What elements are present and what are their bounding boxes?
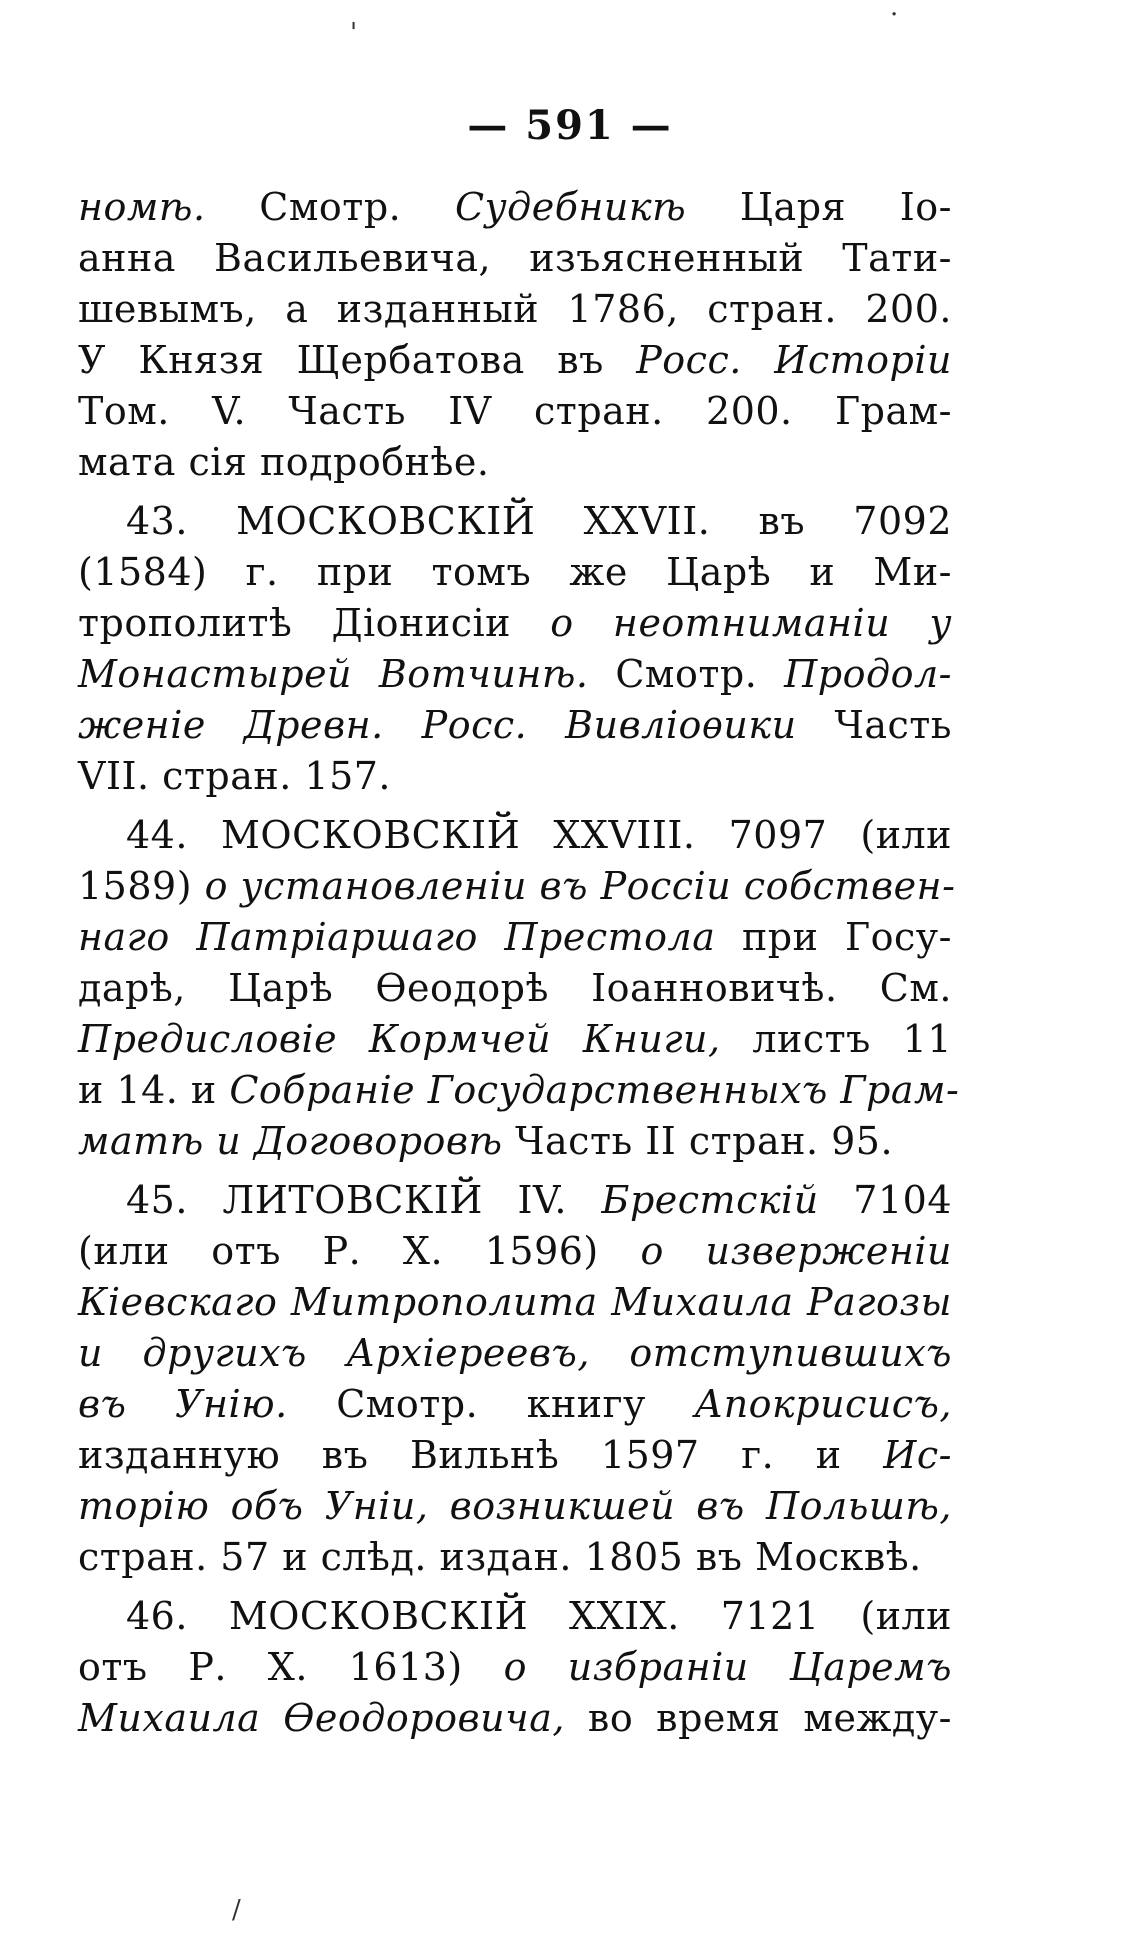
text-run: анна Васильевича, изъясненный Тати- [78,236,952,280]
text-line [78,700,952,751]
italic-text: Ис- [883,1433,952,1477]
text-line [78,1532,952,1583]
italic-text: о неотниманіи у [550,601,952,645]
text-line [78,284,952,335]
italic-text: Предисловіе Кормчей Книги, [78,1017,753,1061]
text-line [78,1591,952,1642]
text-run: во время между- [587,1696,952,1740]
italic-text: Монастырей Вотчинѣ. [78,652,616,696]
page-number: — 591 — [467,102,673,149]
italic-text: торію объ Уніи, возникшей въ Польшѣ, [78,1484,952,1528]
text-run: Часть [834,703,952,747]
text-line [78,1328,952,1379]
text-line [78,437,952,488]
text-run: (1584) г. при томъ же Царѣ и Ми- [78,550,952,594]
italic-text: Судебникѣ [455,185,740,229]
italic-text: Кіевскаго Митрополита Михаила Рагозы [78,1280,952,1324]
text-run: отъ Р. Х. 1613) [78,1645,504,1689]
italic-text: Собраніе Государственныхъ Грам- [229,1068,960,1112]
text-run: (или отъ Р. Х. 1596) [78,1229,641,1273]
text-line [78,335,952,386]
text-line [78,1642,952,1693]
text-line [78,751,952,802]
italic-text: женіе Древн. Росс. Вивліоѳики [78,703,835,747]
print-speck: ' [350,18,358,48]
text-run: шевымъ, а изданный 1786, стран. 200. [78,287,952,331]
text-run: 44. МОСКОВСКІЙ XXVIII. 7097 (или [126,813,952,857]
text-run: листъ 11 [752,1017,953,1061]
italic-text: Апокрисисъ, [694,1382,952,1426]
text-run: при Госу- [741,915,953,959]
italic-text: Брестскій [601,1178,854,1222]
entry [78,810,960,1167]
text-run: 46. МОСКОВСКІЙ XXIX. 7121 (или [126,1594,952,1638]
italic-text: Продол- [784,652,952,696]
text-line [78,1226,952,1277]
text-run: Том. V. Часть IV стран. 200. Грам- [78,389,952,433]
text-line [78,1277,952,1328]
text-run: У Князя Щербатова въ [78,338,637,382]
text-line [78,963,952,1014]
text-run: стран. 57 и слѣд. издан. 1805 въ Москвѣ. [78,1535,922,1579]
body-text [78,182,960,1744]
text-run: 45. ЛИТОВСКІЙ IV. [126,1178,602,1222]
italic-text: о изверженіи [640,1229,952,1273]
text-line [78,182,952,233]
italic-text: номѣ. [78,185,260,229]
entry [78,1175,952,1583]
text-line [78,1379,952,1430]
text-line [78,861,956,912]
italic-text: и другихъ Архіереевъ, отступившихъ [78,1331,952,1375]
entry [78,1591,952,1744]
text-line [78,1693,952,1744]
text-run: Смотр. книгу [336,1382,695,1426]
text-run: изданную въ Вильнѣ 1597 г. и [78,1433,884,1477]
entry [78,182,952,488]
text-line [78,1116,952,1167]
text-line [78,598,952,649]
text-line [78,1481,952,1532]
text-line [78,810,952,861]
italic-text: о установленіи въ Россіи собствен- [204,864,956,908]
text-run: 1589) [78,864,205,908]
text-run: дарѣ, Царѣ Ѳеодорѣ Іоанновичѣ. См. [78,966,952,1010]
italic-text: Росс. Исторіи [636,338,952,382]
italic-text: въ Унію. [78,1382,337,1426]
text-line [78,912,952,963]
text-line [78,386,952,437]
text-run: Смотр. [615,652,785,696]
italic-text: матѣ и Договоровѣ [78,1119,516,1163]
text-line [78,1014,952,1065]
text-run: VII. стран. 157. [78,754,392,798]
text-line [78,233,952,284]
text-line [78,1430,952,1481]
text-run: трополитѣ Діонисіи [78,601,551,645]
text-run: 43. МОСКОВСКІЙ XXVII. въ 7092 [126,499,952,543]
print-speck: / [232,1895,241,1925]
text-run: Смотр. [259,185,456,229]
text-line [78,496,952,547]
text-run: Часть II стран. 95. [515,1119,894,1163]
text-run: мата сія подробнѣе. [78,440,490,484]
italic-text: Михаила Ѳеодоровича, [78,1696,588,1740]
italic-text: о избраніи Царемъ [503,1645,952,1689]
text-run: Царя Іо- [739,185,952,229]
italic-text: наго Патріаршаго Престола [78,915,742,959]
text-line [78,547,952,598]
print-speck: · [890,0,899,30]
text-run: и 14. и [78,1068,230,1112]
entry [78,496,952,802]
text-line [78,649,952,700]
text-line [78,1175,952,1226]
text-run: 7104 [853,1178,953,1222]
text-line [78,1065,960,1116]
